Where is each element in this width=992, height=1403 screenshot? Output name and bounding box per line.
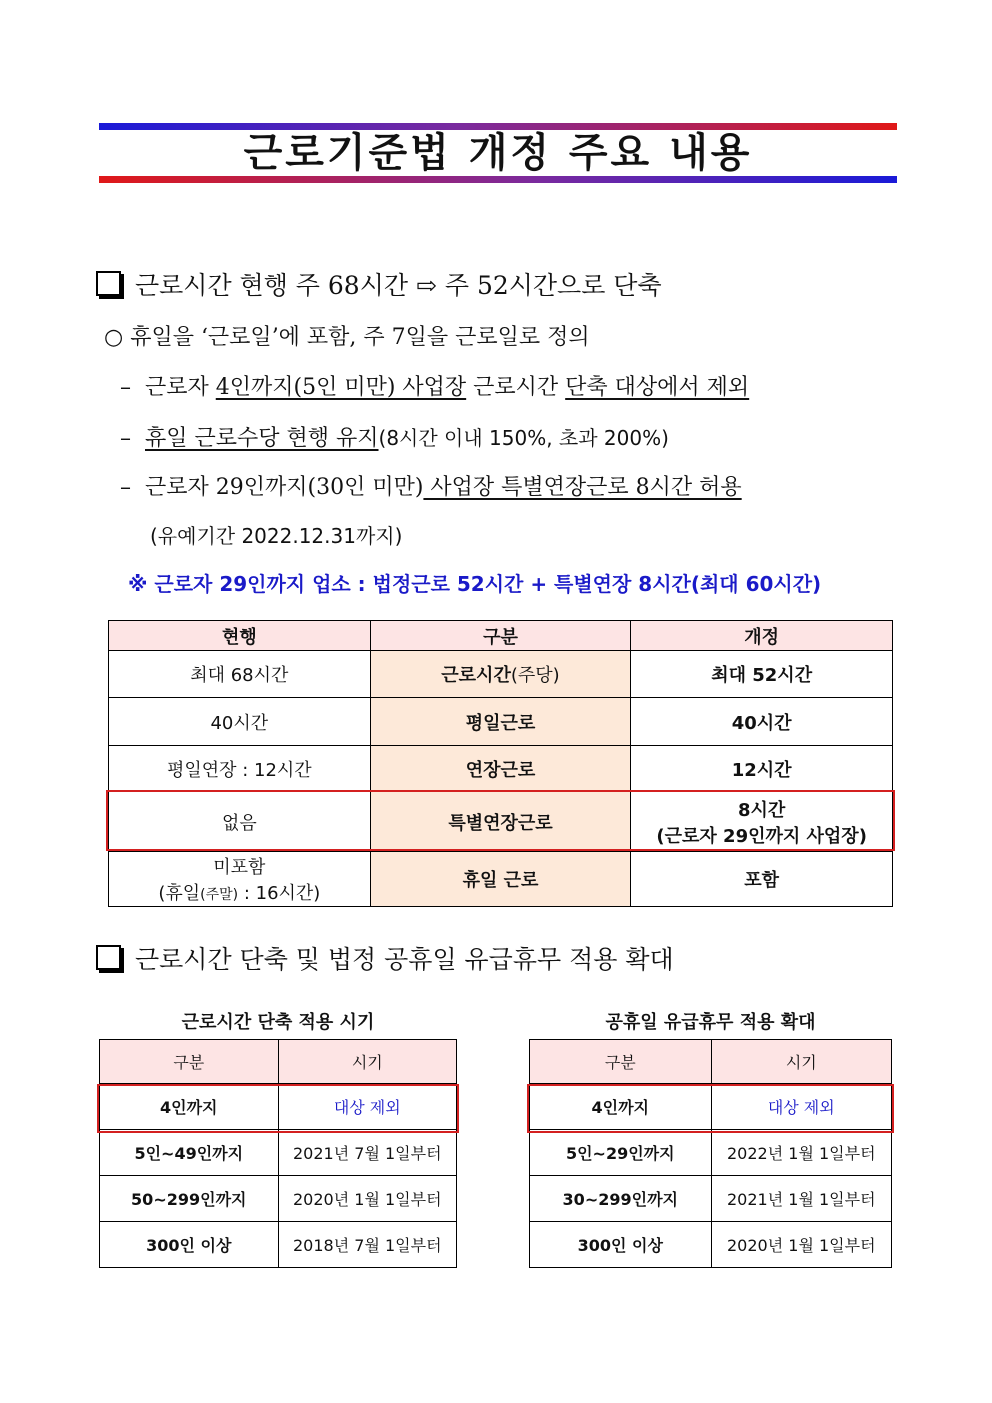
cell-category: 4인까지 (530, 1084, 712, 1130)
cell-revised: 12시간 (631, 746, 893, 792)
header-revised: 개정 (631, 621, 893, 651)
header-period: 시기 (711, 1040, 891, 1084)
cell-category (370, 651, 631, 698)
category-rest: (주당) (510, 665, 560, 686)
highlight-box (106, 790, 895, 851)
cell-revised: 최대 52시간 (631, 651, 893, 698)
highlight-box (97, 1084, 459, 1133)
item-text: (8시간 이내 150%, 초과 200%) (378, 426, 669, 450)
right-table (529, 1039, 892, 1268)
title-banner (99, 123, 897, 183)
table-row (109, 852, 893, 907)
checkbox-square-icon (96, 271, 121, 296)
cell-category: 특별연장근로 (370, 792, 631, 852)
item-underlined-text: 단축 대상에서 제외 (565, 375, 750, 400)
cell-period: 2020년 1월 1일부터 (711, 1222, 891, 1268)
dash-marker: – (120, 475, 131, 500)
title-bar-top (99, 123, 897, 130)
table-row (109, 651, 893, 698)
section1-heading-text: 근로시간 현행 주 68시간 ⇨ 주 52시간으로 단축 (135, 271, 662, 300)
item-text: 근로자 29인까지(30인 미만) (145, 475, 424, 500)
table-row (530, 1176, 892, 1222)
grace-period: (유예기간 2022.12.31까지) (150, 524, 403, 548)
section1-heading (96, 266, 662, 302)
table-row (100, 1130, 457, 1176)
cell-category: 5인~29인까지 (530, 1130, 712, 1176)
cell-category: 휴일 근로 (370, 852, 631, 907)
header-category: 구분 (370, 621, 631, 651)
cell-category: 5인~49인까지 (100, 1130, 279, 1176)
dash-marker: – (120, 375, 131, 400)
table-row (100, 1176, 457, 1222)
cell-category: 4인까지 (100, 1084, 279, 1130)
cell-current: 없음 (109, 792, 371, 852)
cell-current: 최대 68시간 (109, 651, 371, 698)
item-underlined-text: 사업장 특별연장근로 8시간 허용 (423, 475, 742, 500)
item-text: 근로시간 (466, 375, 566, 400)
right-table-caption: 공휴일 유급휴무 적용 확대 (605, 1012, 816, 1033)
category-bold: 근로시간 (441, 665, 511, 686)
section1-item-3 (120, 470, 742, 501)
table-header-row (100, 1040, 457, 1084)
cell-period: 2021년 1월 1일부터 (711, 1176, 891, 1222)
table-row (530, 1222, 892, 1268)
current-line-2 (109, 879, 370, 905)
header-current: 현행 (109, 621, 371, 651)
left-table (99, 1039, 457, 1268)
title-bar-bottom (99, 176, 897, 183)
current-line-2a: (휴일 (158, 883, 201, 904)
cell-category: 평일근로 (370, 698, 631, 746)
cell-revised: 포함 (631, 852, 893, 907)
current-line-2b: (주말) (200, 887, 239, 903)
current-line-1: 미포함 (213, 857, 266, 878)
section2-heading-text: 근로시간 단축 및 법정 공휴일 유급휴무 적용 확대 (135, 945, 674, 974)
cell-period: 대상 제외 (278, 1084, 456, 1130)
table-row (100, 1222, 457, 1268)
cell-category: 30~299인까지 (530, 1176, 712, 1222)
cell-category: 300인 이상 (100, 1222, 279, 1268)
cell-period: 2020년 1월 1일부터 (278, 1176, 456, 1222)
header-period: 시기 (278, 1040, 456, 1084)
cell-current: 평일연장 : 12시간 (109, 746, 371, 792)
table-header-row (109, 621, 893, 651)
cell-category: 300인 이상 (530, 1222, 712, 1268)
comparison-table (108, 620, 893, 907)
highlight-box (527, 1084, 894, 1133)
table-header-row (530, 1040, 892, 1084)
table-row (109, 698, 893, 746)
cell-category: 50~299인까지 (100, 1176, 279, 1222)
section1-bullet: ○ 휴일을 ‘근로일’에 포함, 주 7일을 근로일로 정의 (104, 325, 590, 350)
revised-line-2: (근로자 29인까지 사업장) (656, 825, 867, 847)
dash-marker: – (120, 426, 131, 451)
cell-period: 2022년 1월 1일부터 (711, 1130, 891, 1176)
item-text: 근로자 (145, 375, 216, 400)
checkbox-square-icon (96, 945, 121, 970)
cell-period: 2021년 7월 1일부터 (278, 1130, 456, 1176)
cell-period: 2018년 7월 1일부터 (278, 1222, 456, 1268)
section1-item-2 (120, 421, 669, 452)
header-category: 구분 (530, 1040, 712, 1084)
revised-line-1: 8시간 (738, 799, 786, 821)
item-underlined-text: 4인까지(5인 미만) 사업장 (215, 375, 467, 400)
cell-revised: 40시간 (631, 698, 893, 746)
cell-period: 대상 제외 (711, 1084, 891, 1130)
current-line-2c: : 16시간) (238, 883, 321, 904)
table-row (530, 1130, 892, 1176)
section1-item-1 (120, 370, 749, 401)
cell-category: 연장근로 (370, 746, 631, 792)
table-row (109, 746, 893, 792)
item-underlined-text: 휴일 근로수당 현행 유지 (145, 426, 379, 451)
cell-current: 40시간 (109, 698, 371, 746)
section2-heading (96, 940, 674, 976)
cell-current (109, 852, 371, 907)
note-text: ※ 근로자 29인까지 업소 : 법정근로 52시간 + 특별연장 8시간(최대 60시간) (128, 572, 822, 596)
page-title: 근로기준법 개정 주요 내용 (243, 130, 753, 176)
left-table-caption: 근로시간 단축 적용 시기 (181, 1012, 375, 1033)
header-category: 구분 (100, 1040, 279, 1084)
